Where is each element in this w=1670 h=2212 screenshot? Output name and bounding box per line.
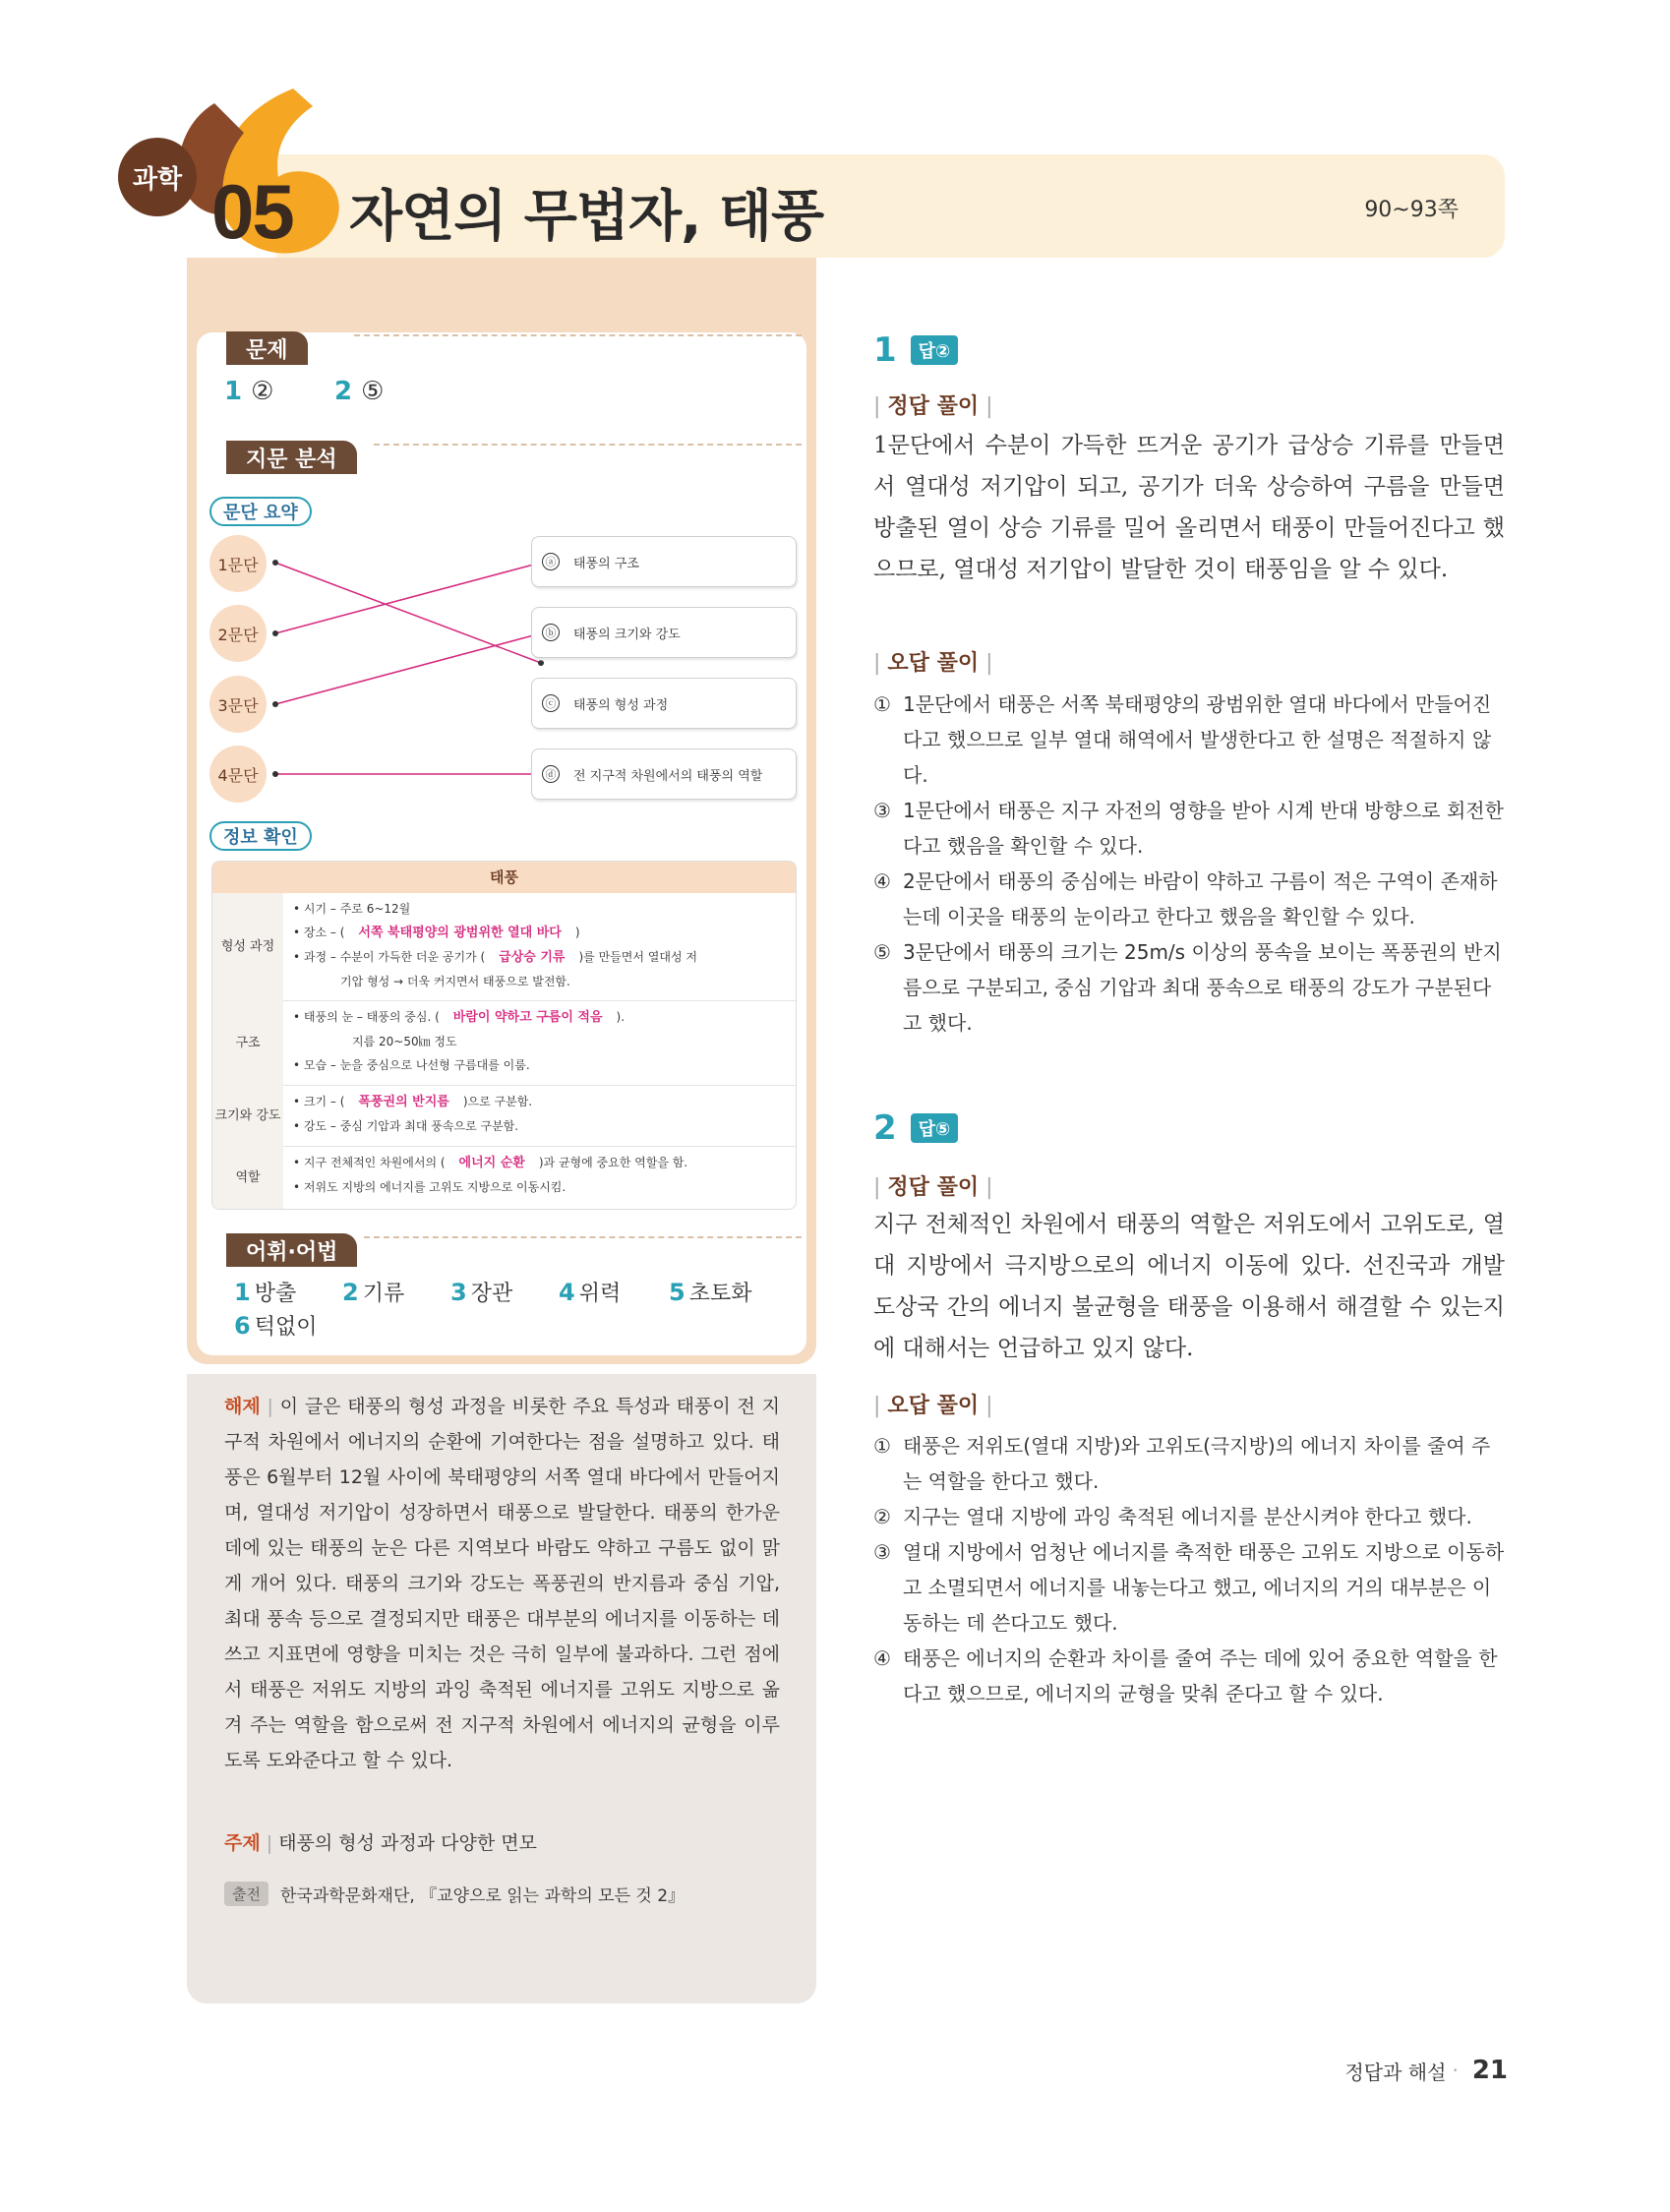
vocab-item: 1 방출	[234, 1279, 297, 1306]
info-pill: 정보 확인	[209, 821, 312, 851]
wrong-options	[873, 1428, 1505, 1711]
source: 출전 한국과학문화재단, 『교양으로 읽는 과학의 모든 것 2』	[224, 1882, 685, 1906]
info-table-title: 태풍	[212, 862, 796, 893]
vocab-item: 3 장관	[450, 1279, 513, 1306]
divider	[354, 334, 802, 336]
vocab-item: 6 턱없이	[234, 1312, 318, 1340]
row-label: 구조	[212, 1001, 283, 1086]
summary-box: ⓐ 태풍의 구조	[531, 536, 797, 587]
list-item: ⑤ 3문단에서 태풍의 크기는 25m/s 이상의 풍속을 보이는 폭풍권의 반지름으로 구분되고, 중심 기압과 최대 풍속으로 태풍의 강도가 구분된다고 했다.	[873, 940, 1502, 1035]
explanation-text: 해제 | 이 글은 태풍의 형성 과정을 비롯한 주요 특성과 태풍이 전 지구적 차원에서 에너지의 순환에 기여한다는 점을 설명하고 있다. 태풍은 6월부터 12월 사이에 북태평양의 서쪽 열대 바다에서 만들어지며, 열대성 저기압이 성장하면서 태풍으로 발달한다. 태풍의 한가운데에 있는 태풍의 눈은 다른 지역보다 바람도 약하고 구름도 없이 맑게 개어 있다. 태풍의 크기와 강도는 폭풍권의 반지름과 중심 기압, 최대 풍속 등으로 결정되지만 태풍은 대부분의 에너지를 이동하는 데 쓰고 지표면에 영향을 미치는 것은 극히 일부에 불과하다. 그런 점에서 태풍은 저위도 지방의 과잉 축적된 에너지를 고위도 지방으로 옮겨 주는 역할을 함으로써 전 지구적 차원에서 에너지의 균형을 이루도록 도와준다고 할 수 있다.	[224, 1396, 780, 1771]
list-item: ③ 열대 지방에서 엄청난 에너지를 축적한 태풍은 고위도 지방으로 이동하고 소멸되면서 에너지를 내놓는다고 했고, 에너지의 거의 대부분은 이동하는 데 쓴다고도 했다.	[873, 1540, 1505, 1635]
page-title: 자연의 무법자, 태풍	[349, 185, 824, 249]
list-item: ④ 2문단에서 태풍의 중심에는 바람이 약하고 구름이 적은 구역이 존재하는데 이곳을 태풍의 눈이라고 한다고 했음을 확인할 수 있다.	[873, 869, 1498, 928]
topic: 주제 | 태풍의 형성 과정과 다양한 면모	[224, 1832, 537, 1854]
vocab-item: 5 초토화	[669, 1279, 752, 1306]
wrong-explanation-heading: | 오답 풀이 |	[873, 1394, 993, 1418]
list-item: ② 지구는 열대 지방에 과잉 축적된 에너지를 분산시켜야 한다고 했다.	[873, 1505, 1472, 1528]
vocab-item: 4 위력	[559, 1279, 622, 1306]
question-2-header: 2 답⑤	[873, 1108, 958, 1148]
row-label: 크기와 강도	[212, 1086, 283, 1147]
answer-badge: 답②	[911, 335, 959, 365]
info-table	[211, 861, 797, 1210]
paragraph-3: 3문단	[209, 676, 267, 733]
summary-box: ⓒ 태풍의 형성 과정	[531, 678, 797, 729]
wrong-options	[873, 687, 1505, 1041]
table-row	[212, 1001, 797, 1086]
correct-explanation: 1문단에서 수분이 가득한 뜨거운 공기가 급상승 기류를 만들면서 열대성 저기압이 되고, 공기가 더욱 상승하여 구름을 만들면 방출된 열이 상승 기류를 밀어 올리면서 태풍이 만들어진다고 했으므로, 열대성 저기압이 발달한 것이 태풍임을 알 수 있다.	[873, 433, 1505, 582]
divider	[364, 1236, 802, 1238]
row-label: 역할	[212, 1147, 283, 1210]
lesson-number: 05	[211, 168, 293, 255]
question-1-header: 1 답②	[873, 330, 958, 370]
answer-badge: 답⑤	[911, 1113, 959, 1143]
answer-item: 2 ⑤	[334, 377, 385, 406]
matching-lines	[266, 541, 551, 787]
correct-explanation-heading: | 정답 풀이 |	[873, 394, 993, 419]
analysis-tab: 지문 분석	[226, 441, 357, 474]
table-row	[212, 1147, 797, 1210]
row-content: • 시기 – 주로 6~12월 • 장소 – ( 서쪽 북태평양의 광범위한 열대 바다 ) • 과정 – 수분이 가득한 더운 공기가 ( 급상승 기류 )를 만들면서 열대성 저 기압 형성 → 더욱 커지면서 태풍으로 발전함.	[283, 893, 797, 1001]
correct-explanation: 지구 전체적인 차원에서 태풍의 역할은 저위도에서 고위도로, 열대 지방에서 극지방으로의 에너지 이동에 있다. 선진국과 개발 도상국 간의 에너지 불균형을 태풍을 이용해서 해결할 수 있는지에 대해서는 언급하고 있지 않다.	[873, 1212, 1505, 1361]
list-item: ① 태풍은 저위도(열대 지방)와 고위도(극지방)의 에너지 차이를 줄여 주는 역할을 한다고 했다.	[873, 1434, 1491, 1493]
divider	[374, 444, 802, 446]
subject-badge: 과학	[118, 138, 197, 216]
list-item: ④ 태풍은 에너지의 순환과 차이를 줄여 주는 데에 있어 중요한 역할을 한다고 했으므로, 에너지의 균형을 맞춰 준다고 할 수 있다.	[873, 1646, 1498, 1705]
summary-pill: 문단 요약	[209, 497, 312, 526]
row-content: • 태풍의 눈 – 태풍의 중심. ( 바람이 약하고 구름이 적음 ). 지름 20~50㎞ 정도 • 모습 – 눈을 중심으로 나선형 구름대를 이룸.	[283, 1001, 797, 1086]
paragraph-1: 1문단	[209, 535, 267, 592]
page-number: 21	[1471, 2056, 1508, 2085]
table-row	[212, 1086, 797, 1147]
table-row	[212, 893, 797, 1001]
list-item: ③ 1문단에서 태풍은 지구 자전의 영향을 받아 시계 반대 방향으로 회전한다고 했음을 확인할 수 있다.	[873, 799, 1504, 858]
summary-box: ⓓ 전 지구적 차원에서의 태풍의 역할	[531, 748, 797, 800]
list-item: ① 1문단에서 태풍은 서쪽 북태평양의 광범위한 열대 바다에서 만들어진다고 했으므로 일부 열대 해역에서 발생한다고 한 설명은 적절하지 않다.	[873, 692, 1492, 787]
answers-tab: 문제	[226, 331, 308, 365]
answer-item: 1 ②	[224, 377, 274, 406]
correct-explanation-heading: | 정답 풀이 |	[873, 1175, 993, 1200]
footer: 정답과 해설 · 21	[1344, 2056, 1508, 2085]
row-content: • 지구 전체적인 차원에서의 ( 에너지 순환 )과 균형에 중요한 역할을 함. • 저위도 지방의 에너지를 고위도 지방으로 이동시킴.	[293, 1156, 688, 1194]
vocab-tab: 어휘·어법	[226, 1233, 357, 1267]
vocab-item: 2 기류	[342, 1279, 405, 1306]
paragraph-4: 4문단	[209, 746, 267, 803]
row-label: 형성 과정	[212, 893, 283, 1001]
row-content: • 크기 – ( 폭풍권의 반지름 )으로 구분함. • 강도 – 중심 기압과 최대 풍속으로 구분함.	[283, 1086, 797, 1147]
wrong-explanation-heading: | 오답 풀이 |	[873, 651, 993, 676]
paragraph-2: 2문단	[209, 605, 267, 662]
summary-box: ⓑ 태풍의 크기와 강도	[531, 607, 797, 658]
page-range: 90~93쪽	[1364, 198, 1459, 222]
